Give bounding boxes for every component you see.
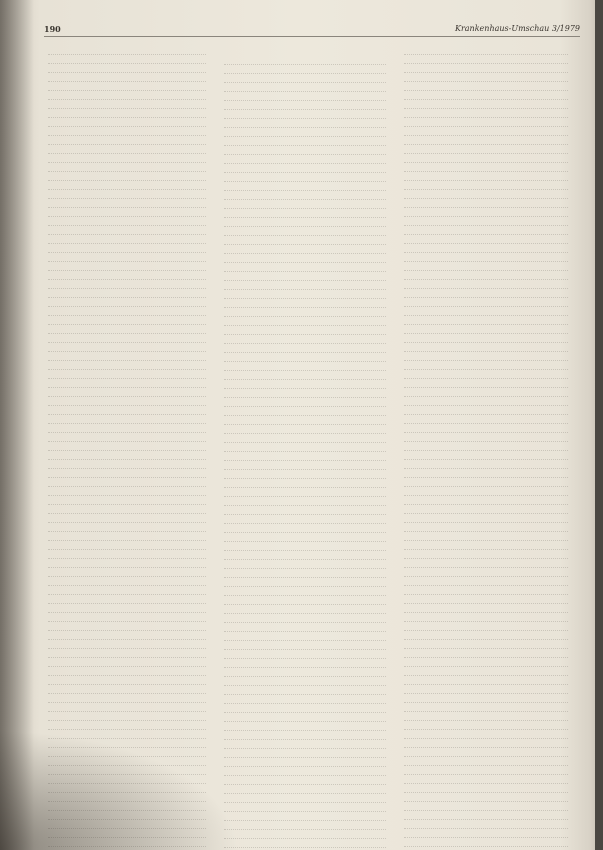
text-line-placeholder <box>224 308 386 317</box>
text-line-placeholder <box>404 487 568 496</box>
text-line-placeholder <box>48 478 206 487</box>
text-line-placeholder <box>404 181 568 190</box>
text-line-placeholder <box>224 515 386 524</box>
text-line-placeholder <box>224 317 386 326</box>
text-line-placeholder <box>48 307 206 316</box>
text-line-placeholder <box>48 127 206 136</box>
text-line-placeholder <box>48 334 206 343</box>
text-line-placeholder <box>224 695 386 704</box>
text-line-placeholder <box>48 730 206 739</box>
text-line-placeholder <box>224 254 386 263</box>
text-line-placeholder <box>48 433 206 442</box>
text-line-placeholder <box>48 370 206 379</box>
text-line-placeholder <box>224 605 386 614</box>
text-line-placeholder <box>48 793 206 802</box>
text-line-placeholder <box>224 191 386 200</box>
text-line-placeholder <box>224 416 386 425</box>
text-line-placeholder <box>224 794 386 803</box>
text-line-placeholder <box>48 505 206 514</box>
text-line-placeholder <box>404 433 568 442</box>
text-line-placeholder <box>404 550 568 559</box>
text-line-placeholder <box>404 253 568 262</box>
text-line-placeholder <box>224 164 386 173</box>
text-line-placeholder <box>404 694 568 703</box>
text-line-placeholder <box>224 479 386 488</box>
text-line-placeholder <box>224 371 386 380</box>
text-line-placeholder <box>224 137 386 146</box>
text-line-placeholder <box>224 272 386 281</box>
text-line-placeholder <box>48 109 206 118</box>
text-line-placeholder <box>404 226 568 235</box>
text-line-placeholder <box>48 694 206 703</box>
text-line-placeholder <box>224 398 386 407</box>
text-line-placeholder <box>404 109 568 118</box>
running-head: Krankenhaus-Umschau 3/1979 <box>454 24 580 33</box>
text-line-placeholder <box>48 253 206 262</box>
text-line-placeholder <box>48 46 206 55</box>
text-line-placeholder <box>48 379 206 388</box>
text-line-placeholder <box>224 596 386 605</box>
text-line-placeholder <box>224 155 386 164</box>
text-line-placeholder <box>224 722 386 731</box>
text-line-placeholder <box>404 280 568 289</box>
text-line-placeholder <box>224 380 386 389</box>
text-line-placeholder <box>48 469 206 478</box>
text-line-placeholder <box>48 199 206 208</box>
text-line-placeholder <box>48 289 206 298</box>
text-line-placeholder <box>224 668 386 677</box>
text-line-placeholder <box>404 568 568 577</box>
text-line-placeholder <box>404 64 568 73</box>
text-line-placeholder <box>404 586 568 595</box>
text-line-placeholder <box>404 730 568 739</box>
text-line-placeholder <box>404 748 568 757</box>
text-line-placeholder <box>48 487 206 496</box>
text-line-placeholder <box>48 325 206 334</box>
text-line-placeholder <box>404 262 568 271</box>
text-line-placeholder <box>404 739 568 748</box>
text-line-placeholder <box>48 442 206 451</box>
text-line-placeholder <box>48 748 206 757</box>
text-line-placeholder <box>404 559 568 568</box>
text-line-placeholder <box>224 101 386 110</box>
text-line-placeholder <box>48 640 206 649</box>
text-line-placeholder <box>404 451 568 460</box>
text-line-placeholder <box>404 343 568 352</box>
text-line-placeholder <box>48 721 206 730</box>
text-line-placeholder <box>404 721 568 730</box>
text-line-placeholder <box>224 812 386 821</box>
text-line-placeholder <box>404 370 568 379</box>
text-line-placeholder <box>404 199 568 208</box>
text-line-placeholder <box>224 353 386 362</box>
text-line-placeholder <box>224 776 386 785</box>
text-line-placeholder <box>48 118 206 127</box>
text-line-placeholder <box>404 46 568 55</box>
text-line-placeholder <box>404 316 568 325</box>
text-line-placeholder <box>224 299 386 308</box>
text-line-placeholder <box>48 226 206 235</box>
text-line-placeholder <box>224 425 386 434</box>
text-line-placeholder <box>404 145 568 154</box>
text-line-placeholder <box>224 344 386 353</box>
text-line-placeholder <box>404 802 568 811</box>
text-line-placeholder <box>48 217 206 226</box>
text-line-placeholder <box>404 577 568 586</box>
text-line-placeholder <box>48 622 206 631</box>
text-line-placeholder <box>404 154 568 163</box>
text-line-placeholder <box>224 578 386 587</box>
text-line-placeholder <box>404 658 568 667</box>
text-line-placeholder <box>404 532 568 541</box>
text-line-placeholder <box>48 703 206 712</box>
text-line-placeholder <box>404 604 568 613</box>
text-line-placeholder <box>48 658 206 667</box>
text-line-placeholder <box>48 136 206 145</box>
text-line-placeholder <box>224 119 386 128</box>
text-line-placeholder <box>48 388 206 397</box>
text-line-placeholder <box>224 83 386 92</box>
text-line-placeholder <box>224 434 386 443</box>
text-line-placeholder <box>224 443 386 452</box>
text-line-placeholder <box>404 82 568 91</box>
text-line-placeholder <box>48 316 206 325</box>
text-line-placeholder <box>224 830 386 839</box>
text-line-placeholder <box>404 838 568 847</box>
text-line-placeholder <box>224 281 386 290</box>
text-line-placeholder <box>48 406 206 415</box>
text-line-placeholder <box>48 712 206 721</box>
text-line-placeholder <box>48 208 206 217</box>
text-line-placeholder <box>224 632 386 641</box>
text-line-placeholder <box>404 172 568 181</box>
text-line-placeholder <box>224 650 386 659</box>
text-line-placeholder <box>48 757 206 766</box>
text-line-placeholder <box>404 127 568 136</box>
text-line-placeholder <box>404 667 568 676</box>
text-line-placeholder <box>404 208 568 217</box>
text-line-placeholder <box>48 343 206 352</box>
text-line-placeholder <box>48 532 206 541</box>
text-line-placeholder <box>48 55 206 64</box>
text-line-placeholder <box>404 406 568 415</box>
text-line-placeholder <box>48 424 206 433</box>
text-line-placeholder <box>224 227 386 236</box>
text-line-placeholder <box>224 767 386 776</box>
text-line-placeholder <box>48 298 206 307</box>
text-line-placeholder <box>404 217 568 226</box>
text-line-placeholder <box>404 352 568 361</box>
text-line-placeholder <box>404 631 568 640</box>
text-line-placeholder <box>224 785 386 794</box>
text-line-placeholder <box>224 677 386 686</box>
text-line-placeholder <box>224 362 386 371</box>
text-line-placeholder <box>224 542 386 551</box>
text-line-placeholder <box>224 569 386 578</box>
text-line-placeholder <box>404 163 568 172</box>
text-line-placeholder <box>404 820 568 829</box>
text-line-placeholder <box>224 803 386 812</box>
text-line-placeholder <box>404 676 568 685</box>
text-column-2 <box>224 46 386 850</box>
text-line-placeholder <box>224 704 386 713</box>
text-line-placeholder <box>404 640 568 649</box>
text-line-placeholder <box>224 470 386 479</box>
text-line-placeholder <box>224 587 386 596</box>
text-line-placeholder <box>404 100 568 109</box>
text-line-placeholder <box>224 65 386 74</box>
text-line-placeholder <box>48 766 206 775</box>
text-line-placeholder <box>48 586 206 595</box>
text-line-placeholder <box>224 839 386 848</box>
text-line-placeholder <box>404 523 568 532</box>
text-line-placeholder <box>404 775 568 784</box>
text-line-placeholder <box>404 712 568 721</box>
text-line-placeholder <box>48 649 206 658</box>
text-line-placeholder <box>404 298 568 307</box>
text-line-placeholder <box>404 757 568 766</box>
text-line-placeholder <box>404 361 568 370</box>
text-line-placeholder <box>404 829 568 838</box>
text-line-placeholder <box>224 182 386 191</box>
text-line-placeholder <box>48 262 206 271</box>
text-line-placeholder <box>224 200 386 209</box>
text-line-placeholder <box>224 236 386 245</box>
text-line-placeholder <box>404 73 568 82</box>
text-line-placeholder <box>48 559 206 568</box>
text-line-placeholder <box>404 244 568 253</box>
text-line-placeholder <box>224 686 386 695</box>
text-line-placeholder <box>404 55 568 64</box>
text-line-placeholder <box>48 514 206 523</box>
text-line-placeholder <box>404 271 568 280</box>
text-column-3 <box>404 46 568 850</box>
text-line-placeholder <box>48 190 206 199</box>
text-line-placeholder <box>224 659 386 668</box>
text-line-placeholder <box>48 82 206 91</box>
text-line-placeholder <box>48 739 206 748</box>
text-line-placeholder <box>224 533 386 542</box>
text-line-placeholder <box>48 676 206 685</box>
text-line-placeholder <box>48 595 206 604</box>
text-line-placeholder <box>48 154 206 163</box>
text-line-placeholder <box>404 496 568 505</box>
text-line-placeholder <box>48 784 206 793</box>
text-line-placeholder <box>224 713 386 722</box>
text-line-placeholder <box>224 560 386 569</box>
text-line-placeholder <box>48 577 206 586</box>
text-line-placeholder <box>48 802 206 811</box>
text-line-placeholder <box>404 649 568 658</box>
text-line-placeholder <box>224 245 386 254</box>
text-line-placeholder <box>404 235 568 244</box>
text-line-placeholder <box>48 541 206 550</box>
text-line-placeholder <box>48 145 206 154</box>
text-line-placeholder <box>404 190 568 199</box>
text-line-placeholder <box>48 820 206 829</box>
text-line-placeholder <box>224 461 386 470</box>
text-line-placeholder <box>48 829 206 838</box>
text-line-placeholder <box>48 397 206 406</box>
text-line-placeholder <box>224 731 386 740</box>
text-line-placeholder <box>404 379 568 388</box>
text-line-placeholder <box>404 397 568 406</box>
text-line-placeholder <box>48 352 206 361</box>
text-line-placeholder <box>48 685 206 694</box>
text-line-placeholder <box>48 244 206 253</box>
text-line-placeholder <box>224 740 386 749</box>
text-line-placeholder <box>48 451 206 460</box>
text-line-placeholder <box>404 388 568 397</box>
text-line-placeholder <box>224 497 386 506</box>
text-line-placeholder <box>48 838 206 847</box>
text-line-placeholder <box>224 488 386 497</box>
text-line-placeholder <box>48 811 206 820</box>
text-line-placeholder <box>404 469 568 478</box>
text-line-placeholder <box>224 506 386 515</box>
text-line-placeholder <box>48 361 206 370</box>
text-line-placeholder <box>224 641 386 650</box>
text-line-placeholder <box>224 74 386 83</box>
text-line-placeholder <box>48 271 206 280</box>
text-line-placeholder <box>224 335 386 344</box>
text-line-placeholder <box>224 758 386 767</box>
text-line-placeholder <box>404 541 568 550</box>
text-line-placeholder <box>224 749 386 758</box>
text-line-placeholder <box>404 505 568 514</box>
text-line-placeholder <box>48 775 206 784</box>
text-line-placeholder <box>48 235 206 244</box>
text-line-placeholder <box>48 631 206 640</box>
text-line-placeholder <box>404 91 568 100</box>
text-line-placeholder <box>224 452 386 461</box>
text-line-placeholder <box>404 478 568 487</box>
text-line-placeholder <box>48 280 206 289</box>
text-line-placeholder <box>404 793 568 802</box>
text-line-placeholder <box>224 263 386 272</box>
text-line-placeholder <box>48 460 206 469</box>
text-line-placeholder <box>404 811 568 820</box>
text-line-placeholder <box>224 821 386 830</box>
text-line-placeholder <box>404 595 568 604</box>
text-line-placeholder <box>224 56 386 65</box>
text-line-placeholder <box>48 496 206 505</box>
text-line-placeholder <box>48 613 206 622</box>
text-line-placeholder <box>404 766 568 775</box>
text-line-placeholder <box>224 623 386 632</box>
text-line-placeholder <box>404 703 568 712</box>
text-line-placeholder <box>224 551 386 560</box>
text-line-placeholder <box>224 209 386 218</box>
text-line-placeholder <box>48 91 206 100</box>
text-line-placeholder <box>224 146 386 155</box>
text-line-placeholder <box>224 524 386 533</box>
text-line-placeholder <box>404 307 568 316</box>
text-line-placeholder <box>48 73 206 82</box>
text-line-placeholder <box>48 604 206 613</box>
text-line-placeholder <box>48 415 206 424</box>
page-header <box>44 24 580 37</box>
text-line-placeholder <box>404 685 568 694</box>
text-line-placeholder <box>48 568 206 577</box>
text-line-placeholder <box>404 613 568 622</box>
text-line-placeholder <box>224 173 386 182</box>
text-line-placeholder <box>224 326 386 335</box>
text-line-placeholder <box>224 614 386 623</box>
text-line-placeholder <box>48 181 206 190</box>
text-line-placeholder <box>404 514 568 523</box>
text-line-placeholder <box>404 325 568 334</box>
text-line-placeholder <box>404 622 568 631</box>
text-line-placeholder <box>224 389 386 398</box>
text-line-placeholder <box>48 163 206 172</box>
text-line-placeholder <box>404 136 568 145</box>
text-line-placeholder <box>48 667 206 676</box>
text-line-placeholder <box>404 415 568 424</box>
text-line-placeholder <box>224 110 386 119</box>
text-line-placeholder <box>224 290 386 299</box>
text-line-placeholder <box>404 334 568 343</box>
text-line-placeholder <box>404 460 568 469</box>
text-column-1 <box>48 46 206 850</box>
text-line-placeholder <box>224 407 386 416</box>
text-line-placeholder <box>224 218 386 227</box>
text-line-placeholder <box>404 118 568 127</box>
text-line-placeholder <box>404 424 568 433</box>
text-line-placeholder <box>48 523 206 532</box>
text-line-placeholder <box>48 64 206 73</box>
text-line-placeholder <box>404 289 568 298</box>
text-line-placeholder <box>224 92 386 101</box>
text-line-placeholder <box>404 442 568 451</box>
text-line-placeholder <box>48 100 206 109</box>
text-line-placeholder <box>404 784 568 793</box>
page-number: 190 <box>44 24 61 34</box>
scan-edge-right <box>595 0 603 850</box>
text-line-placeholder <box>48 172 206 181</box>
text-line-placeholder <box>224 128 386 137</box>
scan-shadow-left <box>0 0 34 850</box>
text-line-placeholder <box>48 550 206 559</box>
